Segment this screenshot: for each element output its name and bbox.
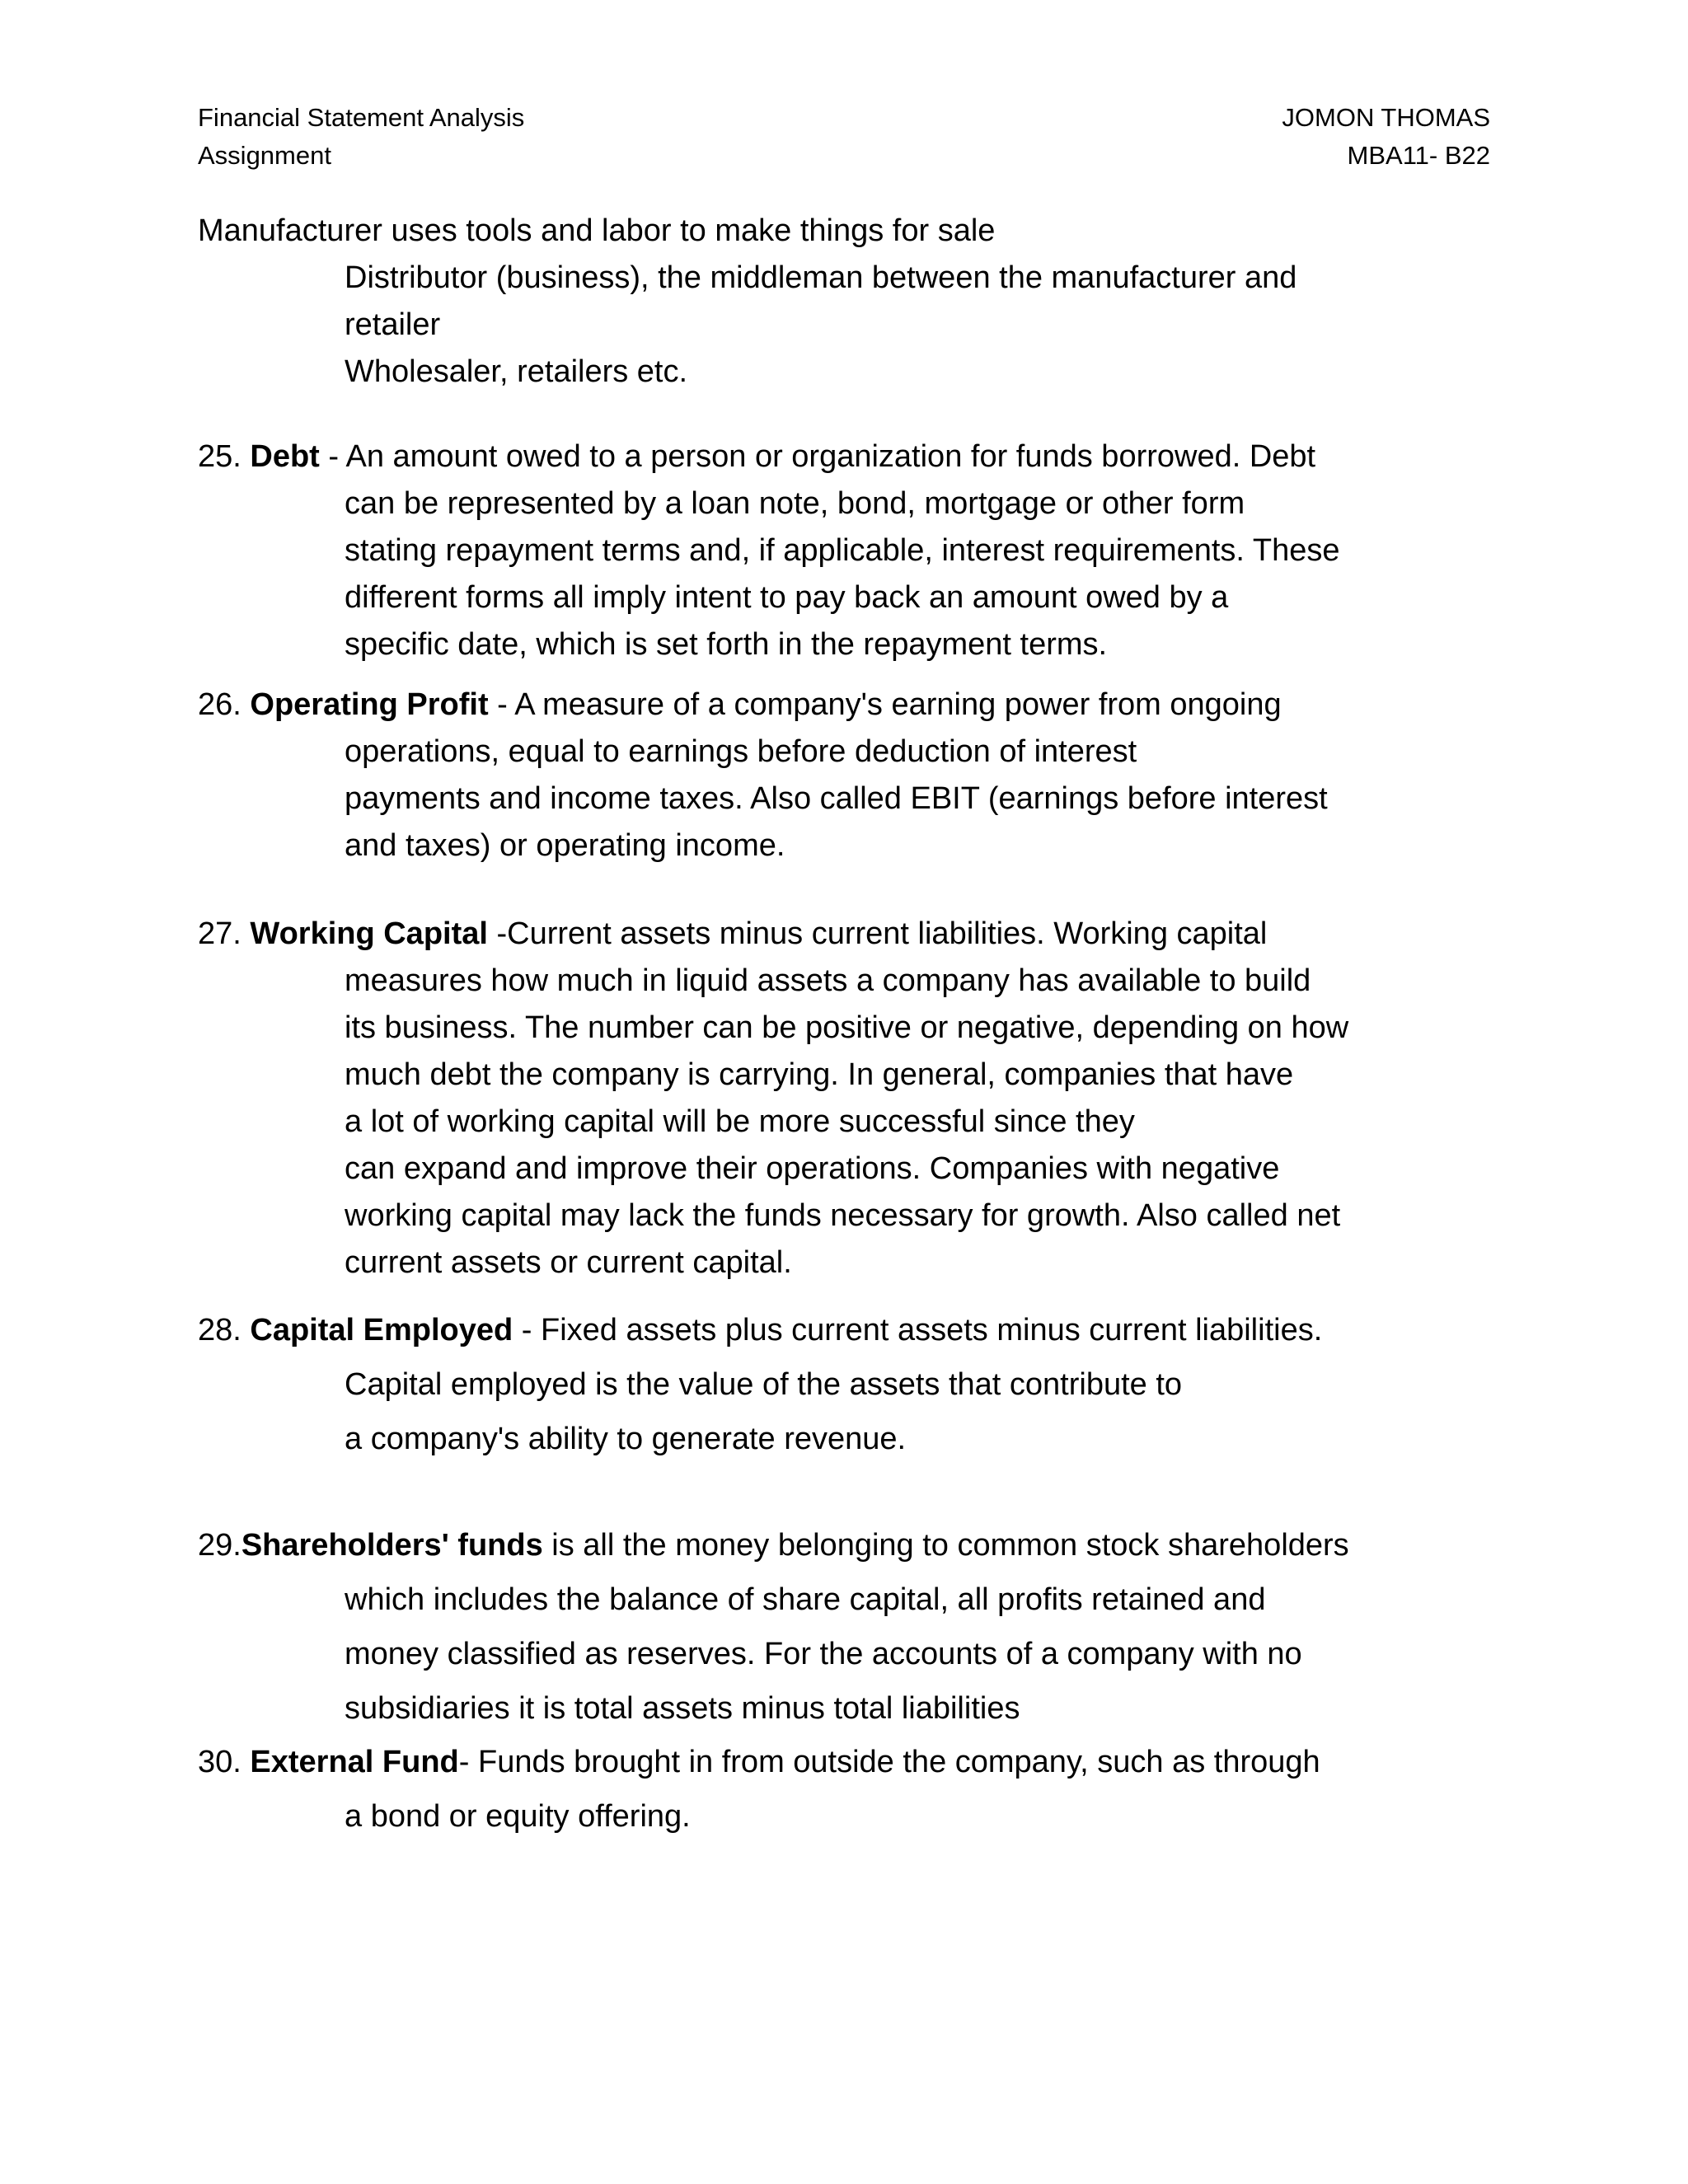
intro-line: Manufacturer uses tools and labor to make things for sale <box>198 213 996 248</box>
header-right <box>1282 99 1490 175</box>
course-title: Financial Statement Analysis <box>198 103 525 132</box>
definition-first-line <box>198 1735 1484 1789</box>
definition-line: much debt the company is carrying. In general, companies that have <box>345 1057 1294 1092</box>
definition-item-capital-employed <box>198 1303 1484 1466</box>
definition-text: - Funds brought in from outside the company, such as through <box>458 1745 1320 1779</box>
definition-line: measures how much in liquid assets a company has available to build <box>345 963 1311 998</box>
definition-line: can expand and improve their operations. Companies with negative <box>345 1151 1280 1186</box>
definition-line: a lot of working capital will be more successful since they <box>345 1104 1135 1139</box>
definition-item-working-capital <box>198 911 1484 1286</box>
document-type: Assignment <box>198 141 331 170</box>
term-external-fund: External Fund <box>250 1745 459 1779</box>
definition-item-shareholders-funds <box>198 1518 1484 1736</box>
definition-line: its business. The number can be positive or negative, depending on how <box>345 1010 1349 1045</box>
term-capital-employed: Capital Employed <box>250 1313 513 1347</box>
definition-first-line <box>198 1518 1484 1572</box>
intro-paragraph <box>198 208 1484 396</box>
author-name: JOMON THOMAS <box>1282 103 1490 132</box>
definition-line: subsidiaries it is total assets minus total liabilities <box>345 1691 1020 1726</box>
item-number: 26. <box>198 687 251 722</box>
definition-item-operating-profit <box>198 682 1484 869</box>
definition-line: stating repayment terms and, if applicable, interest requirements. These <box>345 533 1340 568</box>
item-number: 29. <box>198 1528 241 1563</box>
definition-item-debt <box>198 434 1484 668</box>
definition-line: a company's ability to generate revenue. <box>345 1422 907 1456</box>
header-left <box>198 99 524 175</box>
definition-text: - An amount owed to a person or organization for funds borrowed. Debt <box>319 439 1316 474</box>
definition-text: - Fixed assets plus current assets minus current liabilities. <box>513 1313 1323 1347</box>
definition-line: can be represented by a loan note, bond, mortgage or other form <box>345 486 1245 521</box>
term-working-capital: Working Capital <box>250 916 488 951</box>
definition-line: money classified as reserves. For the accounts of a company with no <box>345 1637 1302 1671</box>
definition-line: specific date, which is set forth in the repayment terms. <box>345 627 1108 662</box>
definition-line: payments and income taxes. Also called EBIT (earnings before interest <box>345 781 1328 816</box>
definition-line: a bond or equity offering. <box>345 1799 691 1834</box>
term-debt: Debt <box>250 439 320 474</box>
definition-first-line <box>198 1303 1484 1357</box>
definition-first-line <box>198 682 1484 729</box>
definition-item-external-fund <box>198 1735 1484 1844</box>
definition-text: - A measure of a company's earning power from ongoing <box>488 687 1282 722</box>
definition-line: operations, equal to earnings before deduction of interest <box>345 734 1137 769</box>
term-operating-profit: Operating Profit <box>250 687 489 722</box>
definition-first-line <box>198 434 1484 480</box>
definition-text: -Current assets minus current liabilities. Working capital <box>487 916 1268 951</box>
intro-line: retailer <box>345 307 441 342</box>
definition-first-line <box>198 911 1484 958</box>
item-number: 27. <box>198 916 251 951</box>
definition-line: Capital employed is the value of the assets that contribute to <box>345 1367 1183 1402</box>
term-shareholders-funds: Shareholders' funds <box>241 1528 543 1563</box>
definition-line: which includes the balance of share capital, all profits retained and <box>345 1582 1266 1617</box>
definition-text: is all the money belonging to common stock shareholders <box>542 1528 1349 1563</box>
definition-line: current assets or current capital. <box>345 1245 792 1280</box>
author-class: MBA11- B22 <box>1347 141 1490 170</box>
definition-line: working capital may lack the funds necessary for growth. Also called net <box>345 1198 1341 1233</box>
intro-line: Distributor (business), the middleman between the manufacturer and <box>345 260 1297 295</box>
item-number: 30. <box>198 1745 251 1779</box>
intro-line: Wholesaler, retailers etc. <box>345 354 688 389</box>
definition-line: different forms all imply intent to pay back an amount owed by a <box>345 580 1229 615</box>
item-number: 25. <box>198 439 251 474</box>
item-number: 28. <box>198 1313 251 1347</box>
definition-line: and taxes) or operating income. <box>345 828 785 863</box>
